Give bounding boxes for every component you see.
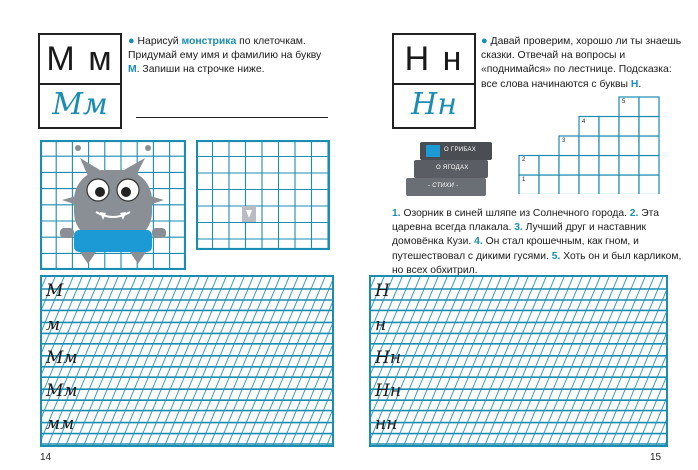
slant-line (327, 277, 332, 445)
slant-line (75, 277, 145, 445)
slant-line (665, 277, 666, 445)
book-label: - СТИХИ - (428, 183, 459, 189)
staircase-crossword[interactable] (518, 96, 668, 194)
crossword-cell[interactable] (559, 175, 579, 194)
crossword-cell[interactable] (639, 156, 659, 176)
drawing-grid[interactable] (196, 140, 330, 250)
crossword-cell[interactable] (639, 97, 659, 117)
books-stack (400, 140, 500, 198)
slant-line (404, 277, 474, 445)
monster-drawing (60, 145, 166, 264)
crossword-cell[interactable] (539, 156, 559, 176)
copybook-left[interactable] (40, 275, 334, 447)
monster-grid (40, 140, 186, 270)
slant-line (255, 277, 325, 445)
slant-line (422, 277, 492, 445)
crossword-cell[interactable] (599, 156, 619, 176)
slant-line (530, 277, 600, 445)
slant-line (174, 277, 244, 445)
crossword-cell[interactable] (539, 175, 559, 194)
slant-line (566, 277, 636, 445)
copybook-row-label: Нн (375, 348, 402, 368)
crossword-cell[interactable] (619, 117, 639, 137)
slant-line (503, 277, 573, 445)
slant-line (584, 277, 654, 445)
crossword-cell[interactable] (619, 156, 639, 176)
slant-line (120, 277, 190, 445)
slant-line (111, 277, 181, 445)
crossword-cell[interactable] (639, 136, 659, 156)
slant-line (93, 277, 163, 445)
copybook-row-label: м (46, 315, 61, 335)
page-number-left: 14 (40, 452, 52, 463)
slant-line (458, 277, 528, 445)
slant-line (192, 277, 262, 445)
slant-line (138, 277, 208, 445)
crossword-cell[interactable] (559, 156, 579, 176)
stair-number: 3 (562, 138, 566, 144)
slant-line (102, 277, 172, 445)
slant-line (512, 277, 582, 445)
crossword-cell[interactable] (579, 156, 599, 176)
copybook-row-label: Мм (46, 348, 78, 368)
slant-line (237, 277, 307, 445)
crossword-cell[interactable] (639, 117, 659, 137)
crossword-cell[interactable] (579, 175, 599, 194)
slant-line (129, 277, 199, 445)
slant-line (494, 277, 564, 445)
slant-line (476, 277, 546, 445)
script-letter-n: Нн (411, 87, 457, 122)
slant-line (147, 277, 217, 445)
crossword-cell[interactable] (599, 175, 619, 194)
copybook-row-label: мм (46, 414, 75, 434)
stair-number: 1 (522, 177, 526, 183)
bullet-icon: ● (128, 35, 135, 47)
crossword-cell[interactable] (599, 117, 619, 137)
slant-line (228, 277, 298, 445)
bullet-icon: ● (481, 35, 488, 47)
slant-line (647, 277, 666, 445)
letter-card-n (392, 33, 476, 129)
stair-number: 5 (622, 99, 626, 105)
slant-line (183, 277, 253, 445)
slant-line (449, 277, 519, 445)
slant-line (521, 277, 591, 445)
slant-line (318, 277, 332, 445)
slant-line (210, 277, 280, 445)
script-letter-m: Мм (52, 87, 108, 122)
slant-line (413, 277, 483, 445)
book-berries (414, 160, 488, 178)
copybook-row-label: Нн (375, 381, 402, 401)
crossword-cell[interactable] (599, 136, 619, 156)
slant-line (539, 277, 609, 445)
slant-line (246, 277, 316, 445)
instruction-monster: ● Нарисуй монстрика по клеточкам. Придумай ему имя и фамилию на букву М. Запиши на строчке ниже. (128, 35, 322, 76)
crossword-cell[interactable] (639, 175, 659, 194)
name-writing-line[interactable] (136, 117, 328, 118)
letter-card-m (38, 33, 122, 129)
slant-line (156, 277, 226, 445)
stair-number: 2 (522, 157, 526, 163)
slant-line (431, 277, 501, 445)
copybook-row-label: нн (375, 414, 398, 434)
book-mushrooms (420, 142, 492, 160)
book-label: О ЯГОДАХ (436, 165, 469, 171)
printed-letter-n: Н н (394, 35, 474, 85)
book-label: О ГРИБАХ (444, 147, 477, 153)
slant-line (219, 277, 289, 445)
slant-line (485, 277, 555, 445)
page-number-right: 15 (650, 452, 662, 463)
slant-line (557, 277, 627, 445)
slant-line (548, 277, 618, 445)
questions-list: 1. Озорник в синей шляпе из Солнечного города. 2. Эта царевна всегда плакала. 3. Лучший друг и наставник домовёнка Кузи. 4. Он стал крошечным, как гном, и путешествовал с дикими гусями. 5. Хоть он и был карликом, но всех обхитрил. (392, 208, 682, 276)
slant-line (440, 277, 510, 445)
copybook-right[interactable] (369, 275, 668, 447)
crossword-cell[interactable] (619, 175, 639, 194)
slant-line (84, 277, 154, 445)
slant-line (201, 277, 271, 445)
crossword-cell[interactable] (579, 136, 599, 156)
slant-line (291, 277, 332, 445)
book-poems (406, 178, 486, 196)
copybook-row-label: М (46, 281, 64, 301)
stair-number: 4 (582, 119, 586, 125)
copybook-row-label: Мм (46, 381, 78, 401)
slant-line (395, 277, 465, 445)
slant-line (467, 277, 537, 445)
slant-line (264, 277, 332, 445)
copybook-row-label: н (375, 315, 387, 335)
crossword-cell[interactable] (619, 136, 639, 156)
printed-letter-m: М м (40, 35, 120, 85)
instruction-fairy-tales: ● Давай проверим, хорошо ли ты знаешь сказки. Отвечай на вопросы и «поднимайся» по лестнице. Подсказка: все слова начинаются с буквы Н. (481, 35, 682, 90)
slant-line (575, 277, 645, 445)
slant-line (165, 277, 235, 445)
slant-line (593, 277, 663, 445)
slant-line (300, 277, 332, 445)
copybook-row-label: Н (375, 281, 390, 301)
